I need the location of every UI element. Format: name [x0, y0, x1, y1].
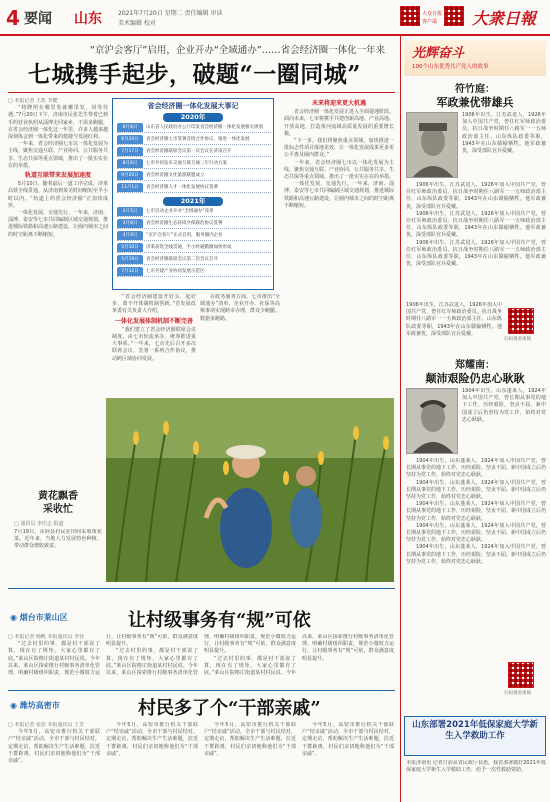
banner-subtitle: 100个山东优秀共产党人的故事 [412, 64, 489, 70]
qr-label: 大众日报 [422, 11, 443, 17]
series-banner [404, 40, 546, 76]
lead-column-3 [200, 294, 280, 394]
editor-line: 美术编辑 校对 [118, 20, 156, 27]
timeline-event: 3月8日 省会经济圈生态环境共保联治协议签署 [117, 219, 271, 229]
photo-caption [14, 490, 102, 579]
timeline-event: 4月9日 “京沪会客厅”正式启用，服务圈内企业 [117, 231, 271, 241]
photo-caption-title: 黄花飘香 采收忙 [38, 491, 78, 515]
photo-caption-text: 7月19日，东阿县村民在田间采收黄花菜。近年来，当地大力发展特色种植，带动群众增收致富。 [14, 529, 102, 550]
sub-section-label: 山东 [74, 11, 102, 27]
story-paragraph: “过去村里的事，都是村干部说了算，现在有了规矩，大家心里都有了底。”莱山区院格庄街道某村村民说。今年以来，莱山区探索推行村级事务清单化管理，明确村级组织职责，规范小微权力运行，让村级事务有“规”可依，群众满意度明显提升。 [106, 634, 296, 677]
profile-paragraph: 1904年出生，山东蓬莱人，1924年加入中国共产党，曾长期从事党的地下工作，历经艰险，坚贞不屈。新中国成立后仍坚持为党工作，始终对党忠心耿耿。 [406, 479, 546, 501]
profile-portrait [406, 112, 458, 178]
location-pin-icon: ◉ [10, 701, 20, 710]
timeline-event: 5月19日 省会经济圈联席会议第二次会议召开 [117, 255, 271, 265]
timeline-event: 2月5日 七市启动企业开办“全域通办”改革 [117, 207, 271, 217]
qr-code-icon[interactable] [508, 662, 534, 688]
profile-text: 1906年出生，江苏武进人，1926年加入中国共产党，曾任红军师政治委员。抗日战争时期任八路军一一五师政治部主任、山东纵队政委等职，1943年在山东赣榆牺牲。他军政兼优，深受部队官兵爱戴。 [462, 112, 546, 155]
story-byline: □ 本报记者 杨帆 本报通讯员 李佳 [8, 634, 85, 640]
timeline-title: 省会经济圈一体化发展大事记 [147, 102, 239, 110]
timeline-event: 9月20日 省会经济圈文化旅游联盟成立 [117, 171, 271, 181]
section-label: 要闻 [24, 11, 52, 27]
story-headline: 村民多了个“干部亲戚” [138, 698, 321, 719]
qr-code-icon[interactable] [508, 308, 534, 334]
lead-paragraph: 一体化发展，交通先行。一年来，济南、淄博、泰安等七市共同编制区域交通规划，推进城际铁路和高速公路建设，让圈内城市之间的时空距离不断缩短。 [284, 181, 394, 209]
qr-code-icon [400, 6, 420, 26]
timeline-event: 5月10日 济莱高铁全线贯通，半小时通勤圈加快形成 [117, 243, 271, 253]
brief-news-box [404, 716, 546, 756]
qr-caption: 扫码观看视频 [504, 337, 531, 342]
photo-byline: □ 通讯员 李庆志 报道 [14, 521, 64, 527]
page-header [0, 0, 550, 36]
newspaper-logo: 大衆日報 [472, 9, 537, 28]
banner-title: 光辉奋斗 [412, 46, 465, 61]
lead-paragraph: “将牌照在哪里发就哪里发，同等待遇。”7月20日下午，济南市民张先生带着已到手的营业执照从淄博走回家乡，不需多跑腿，在省会经济圈一体化这一年里，许多人越来越深刻体会到一体化带来的便捷与发展红利。 [8, 105, 108, 141]
story-location [10, 700, 60, 711]
daylily-harvest-photo [106, 398, 394, 582]
lead-column-4 [284, 98, 394, 394]
lead-paragraph: “下一步，我们将聚焦重点领域，加快推进一批标志性项目落地见效，让一体化发展成果更多更公平惠及圈内群众。” [284, 138, 394, 159]
timeline-box [112, 98, 274, 290]
profile-paragraph: 1906年出生，江苏武进人，1926年加入中国共产党，曾任红军师政治委员。抗日战争时期任八路军一一五师政治部主任、山东纵队政委等职，1943年在山东赣榆牺牲。他军政兼优，深受部队官兵爱戴。 [406, 239, 546, 268]
lead-subhead: 未来将迎来更大机遇 [311, 100, 366, 107]
lead-paragraph: 一年来，省会经济圈七市以一体化发展为主线，聚焦交通互联、产业协同、公共服务共享、生态共保等重点领域，推出了一批实实在在的举措。 [284, 159, 394, 181]
timeline-event: 6月8日 山东省人民政府办公厅印发省会经济圈一体化发展相关规划 [117, 123, 271, 133]
divider [8, 690, 395, 691]
profile-paragraph: 1904年出生，山东蓬莱人，1924年加入中国共产党，曾长期从事党的地下工作，历经艰险，坚贞不屈。新中国成立后仍坚持为党工作，始终对党忠心耿耿。 [406, 458, 546, 479]
story-paragraph: “过去村里的事，都是村干部说了算，现在有了规矩，大家心里都有了底。”莱山区院格庄街道某村村民说。今年以来，莱山区探索推行村级事务清单化管理，明确村级组织职责，规范小微权力运行，让村级事务有“规”可依，群众满意度明显提升。 [204, 634, 394, 677]
page-number: 4 [6, 6, 20, 30]
qr-label: 客户端 [422, 19, 438, 25]
lead-paragraph: 一年来，省会经济圈七市以一体化发展为主线，聚焦交通互联、产业协同、公共服务共享、生态共保等重点领域，推出了一批实实在在的举措。 [8, 141, 108, 169]
profile-portrait [406, 388, 458, 454]
location-pin-icon: ◉ [10, 613, 20, 622]
lead-paragraph: “我们建立了省会经济圈联席会议制度，由七市轮流承办，统筹推进重大事项。”一年来，七市先后召开多次联席会议，签署一系列合作协议，推动跨区域协同发展。 [112, 326, 196, 362]
lead-subhead: 轨道互联带来发展加速度 [24, 172, 91, 180]
profile-text [406, 458, 546, 658]
profile-paragraph: 1904年出生，山东蓬莱人，1924年加入中国共产党，曾长期从事党的地下工作，历经艰险，坚贞不屈。新中国成立后仍坚持为党工作，始终对党忠心耿耿。 [406, 501, 546, 522]
story-headline: 让村级事务有“规”可依 [128, 610, 311, 631]
lead-column-2 [112, 294, 196, 394]
timeline-event: 12月1日 省会经济圈人才一体化发展协议签署 [117, 183, 271, 193]
portrait-image [407, 113, 458, 178]
date-line: 2021年7月20日 星期二 责任编辑 审读 [118, 10, 223, 17]
story-paragraph: 今年5月，高密市推行机关干部联户“结亲戚”活动，全市干部与村民结对，定期走访，帮助解决生产生活难题，拉近干群距离，村民们亲切地称他们为“干部亲戚”。 [8, 729, 100, 765]
timeline-event: 7月17日 省会经济圈联席会议第一次会议在济南召开 [117, 147, 271, 157]
lead-paragraph: 5月10日，随着最后一道工序完成，济莱高铁全线贯通，从济南到莱芜时间缩短至半小时以内。“轨道上的省会经济圈”正加快成形。 [8, 181, 108, 209]
profile-paragraph: 1904年出生，山东蓬莱人，1924年加入中国共产党，曾长期从事党的地下工作，历经艰险，坚贞不屈。新中国成立后仍坚持为党工作，始终对党忠心耿耿。 [406, 522, 546, 544]
lead-headline: 七城携手起步，破题“一圈同城” [28, 61, 361, 88]
timeline-event: 7月12日 七市共建产业协同发展示范区 [117, 267, 271, 277]
profile-paragraph: 1904年出生，山东蓬莱人，1924年加入中国共产党，曾长期从事党的地下工作，历经艰险，坚贞不屈。新中国成立后仍坚持为党工作，始终对党忠心耿耿。 [406, 544, 546, 565]
lead-byline: □ 本报记者 王凯 李健 [8, 98, 58, 104]
timeline-year: 2020年 [163, 113, 223, 122]
location-label: 烟台市莱山区 [19, 613, 68, 622]
timeline-event: 6月20日 省会经济圈七市签署首批合作协议，推进一体化发展 [117, 135, 271, 145]
profile-title: 颠沛艰险仍忠心耿耿 [425, 372, 525, 385]
lead-paragraph: “省会经济圈建设开好头、起好步，离不开体制机制创新。”省发展改革委有关负责人介绍。 [112, 294, 196, 315]
qr-caption: 扫码观看视频 [504, 691, 531, 696]
brief-news-title: 山东部署2021年低保家庭大学新生入学救助工作 [412, 720, 538, 741]
profile-name: 郑耀南： [455, 360, 495, 371]
divider [8, 92, 395, 93]
timeline-year: 2021年 [163, 197, 223, 206]
story-paragraph: “过去村里的事，都是村干部说了算，现在有了规矩，大家心里都有了底。”莱山区院格庄街道某村村民说。今年以来，莱山区探索推行村级事务清单化管理，明确村级组织职责，规范小微权力运行，让村级事务有“规”可依，群众满意度明显提升。 [8, 634, 198, 677]
divider [8, 588, 395, 589]
profile-name: 符竹庭： [455, 84, 495, 95]
profile-paragraph: 1906年出生，江苏武进人，1926年加入中国共产党，曾任红军师政治委员。抗日战争时期任八路军一一五师政治部主任、山东纵队政委等职，1943年在山东赣榆牺牲。他军政兼优，深受部队官兵爱戴。 [406, 182, 546, 210]
profile-paragraph: 1906年出生，江苏武进人，1926年加入中国共产党，曾任红军师政治委员。抗日战争时期任八路军一一五师政治部主任、山东纵队政委等职，1943年在山东赣榆牺牲。他军政兼优，深受部队官兵爱戴。 [406, 210, 546, 239]
lead-paragraph: 一体化发展，交通先行。一年来，济南、淄博、泰安等七市共同编制区域交通规划，推进城际铁路和高速公路建设，让圈内城市之间的时空距离不断缩短。 [8, 210, 108, 238]
timeline-event: 8月6日 七市共同发布交通互联互通三年行动方案 [117, 159, 271, 169]
story-byline: □ 本报记者 张蓓 本报通讯员 王芳 [8, 722, 85, 728]
story-body [8, 722, 394, 798]
profile-text [406, 182, 546, 302]
profile-text: 1906年出生，江苏武进人，1926年加入中国共产党，曾任红军师政治委员。抗日战争时期任八路军一一五师政治部主任、山东纵队政委等职，1943年在山东赣榆牺牲。他军政兼优，深受部队官兵爱戴。 [406, 302, 502, 337]
location-label: 潍坊高密市 [19, 701, 60, 710]
portrait-image [407, 389, 458, 454]
lead-paragraph: 在政务服务方面，七市推出“全域通办”清单，企业开办、社保等高频事项实现跨市办理，群众少跑腿、数据多跑路。 [200, 294, 280, 322]
lead-paragraph: 省会经济圈一体化发展正进入全面提速阶段。面向未来，七市将携手共建创新高地、产业高地、开放高地，打造黄河流域高质量发展的重要增长极。 [284, 109, 394, 137]
story-paragraph: 今年5月，高密市推行机关干部联户“结亲戚”活动，全市干部与村民结对，定期走访，帮助解决生产生活难题，拉近干群距离，村民们亲切地称他们为“干部亲戚”。 [204, 722, 296, 757]
news-photo [106, 398, 394, 582]
lead-kicker: “京沪会客厅”启用，企业开办“全域通办”……省会经济圈一体化一年来 [90, 45, 386, 56]
brief-news-text: 本报济南讯 记者日前从省民政厅获悉，我省部署做好2021年低保家庭大学新生入学救助工作，给予一次性救助资助。 [406, 760, 546, 774]
story-body [8, 634, 394, 688]
lead-column-1 [8, 98, 108, 390]
profile-text: 1904年出生，山东蓬莱人，1924年加入中国共产党，曾长期从事党的地下工作，历经艰险，坚贞不屈。新中国成立后仍坚持为党工作，始终对党忠心耿耿。 [462, 388, 546, 423]
story-location [10, 612, 68, 623]
story-paragraph: 今年5月，高密市推行机关干部联户“结亲戚”活动，全市干部与村民结对，定期走访，帮助解决生产生活难题，拉近干群距离，村民们亲切地称他们为“干部亲戚”。 [106, 722, 198, 757]
profile-title: 军政兼优带雄兵 [436, 96, 514, 109]
qr-code-icon [444, 6, 464, 26]
lead-subhead: 一体化发展体制机制不断完善 [114, 317, 193, 325]
story-paragraph: 今年5月，高密市推行机关干部联户“结亲戚”活动，全市干部与村民结对，定期走访，帮助解决生产生活难题，拉近干群距离，村民们亲切地称他们为“干部亲戚”。 [302, 722, 394, 757]
